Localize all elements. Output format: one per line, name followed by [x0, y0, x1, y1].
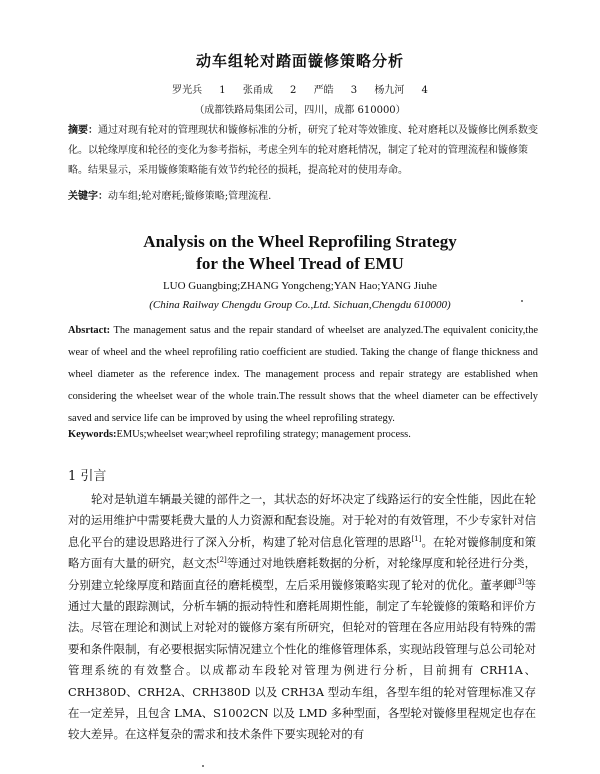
author-4: 杨九河 4 — [374, 85, 428, 96]
english-keywords — [68, 429, 538, 440]
author-3: 严皓 3 — [313, 85, 358, 96]
citation-3: [3] — [514, 577, 525, 586]
chinese-abstract-text: 通过对现有轮对的管理现状和镟修标准的分析，研究了轮对等效锥度、轮对磨耗以及镟修比例系数变化。以轮缘厚度和轮径的变化为参考指标，考虑全列车的轮对磨耗情况，制定了轮对的管理流程和镟修策略。结果显示，采用镟修策略能有效节约轮径的损耗，提高轮对的使用寿命。 — [68, 125, 538, 176]
intro-text-part-2: 。在轮对镟修制度和策略方面有大量的研究，赵文杰 — [68, 534, 536, 571]
intro-text-part-4: 等通过大量的跟踪测试，分析车辆的振动特性和磨耗周期性能，制定了车轮镟修的策略和评价方法。尽管在理论和测试上对轮对的镟修方案有所研究，但轮对的管理在各应用站段有特殊的需要和条件限制，有必要根据实际情况建立个性化的维修管理体系，实现站段管理与总公司轮对管理系统的有效整合。以成都动车段轮对管理为例进行分析，目前拥有 CRH1A、CRH380D、CRH2A、CRH380D 以及 CRH3A 型动车组，各型车组的轮对管理标准又存在一定差异，且包含 LMA、S1002CN 以及 LMD 多种型面，各型轮对镟修里程规定也存在较大差异。在这样复杂的需求和技术条件下要实现轮对的有 — [68, 577, 536, 742]
section-heading-introduction: 1 引言 — [68, 469, 107, 484]
english-abstract-label: Absrtact: — [68, 325, 111, 336]
chinese-affiliation: （成都铁路局集团公司，四川，成都 610000） — [194, 105, 406, 116]
scan-speck — [521, 300, 523, 302]
english-keywords-text: EMUs;wheelset wear;wheel reprofiling strategy; management process. — [116, 429, 411, 440]
english-title-line-1: Analysis on the Wheel Reprofiling Strategy — [143, 232, 457, 251]
english-authors: LUO Guangbing;ZHANG Yongcheng;YAN Hao;YANG Jiuhe — [162, 280, 438, 292]
author-2: 张甬成 2 — [242, 85, 297, 96]
english-keywords-label: Keywords: — [68, 429, 117, 440]
chinese-keywords-label: 关键字： — [68, 191, 108, 202]
english-affiliation: (China Railway Chengdu Group Co.,Ltd. Sichuan,Chengdu 610000) — [149, 299, 451, 311]
chinese-abstract — [68, 121, 538, 181]
english-abstract-text: The management satus and the repair standard of wheelset are analyzed.The equivalent conicity,the wear of wheel and the wheel reprofiling ratio coefficient are studied. Taking the change of flange thickness and wheel diameter as the reference index. The management process and repair strategy are established when considering the wheelset wear of the whole train.The ressult shows that the wheel diameter can be effectively saved and service life can be improved by using the wheel reprofiling strategy. — [68, 325, 538, 424]
english-title-line-2: for the Wheel Tread of EMU — [196, 254, 404, 273]
chinese-title: 动车组轮对踏面镟修策略分析 — [195, 52, 404, 70]
chinese-keywords-text: 动车组;轮对磨耗;镟修策略;管理流程. — [108, 191, 272, 202]
chinese-authors — [0, 81, 600, 96]
citation-2: [2] — [216, 556, 227, 565]
chinese-keywords — [68, 187, 538, 202]
citation-1: [1] — [411, 535, 422, 544]
intro-text-part-1: 轮对是轨道车辆最关键的部件之一，其状态的好坏决定了线路运行的安全性能，因此在轮对的运用维护中需要耗费大量的人力资源和配套设施。对于轮对的有效管理，不少专家针对信息化平台的建设思路进行了深入分析，构建了轮对信息化管理的思路 — [68, 492, 536, 549]
chinese-abstract-label: 摘要： — [68, 125, 98, 136]
english-abstract — [68, 320, 538, 430]
author-1: 罗光兵 1 — [172, 85, 226, 96]
scan-speck — [202, 765, 204, 767]
introduction-paragraph — [68, 489, 536, 746]
english-title — [0, 231, 600, 275]
intro-text-part-3: 等通过对地铁磨耗数据的分析，对轮缘厚度和轮径进行分类，分别建立轮缘厚度和踏面直径的磨耗模型，左后采用镟修策略实现了轮对的优化。董孝卿 — [68, 556, 536, 592]
